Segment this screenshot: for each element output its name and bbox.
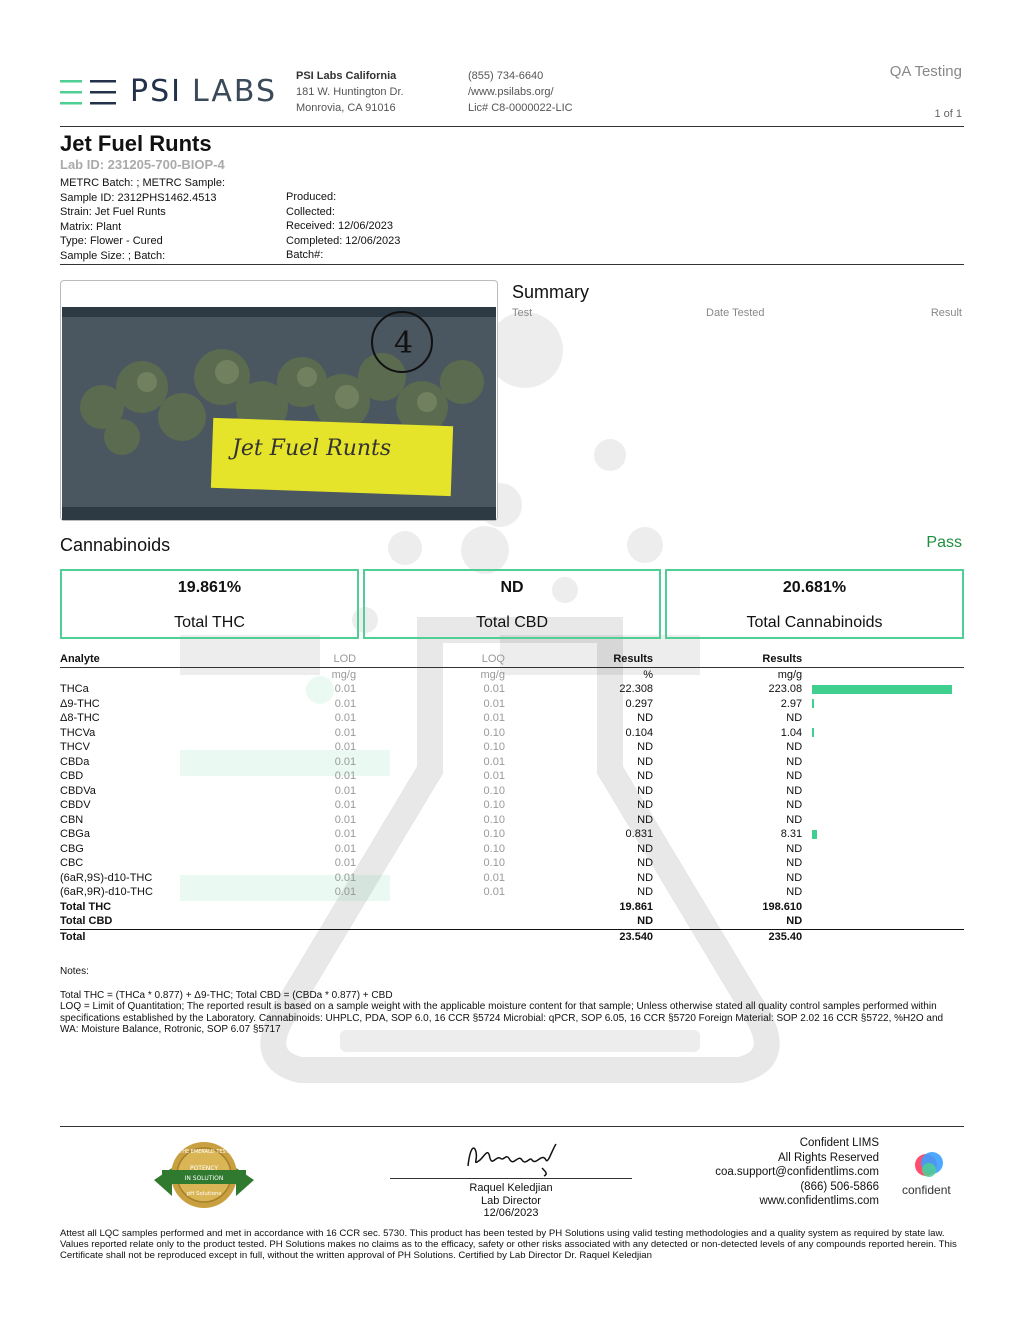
analyte-bar-cell [802,813,964,828]
confident-logo-text: confident [902,1183,951,1197]
unit-lod: mg/g [331,668,357,681]
bag-number: 4 [394,326,414,361]
analyte-loq: 0.01 [483,886,505,898]
cannabinoids-title: Cannabinoids [60,535,171,555]
analyte-result-pct: 0.831 [625,828,654,840]
total-pct: 19.861 [619,900,654,913]
metrc-line: METRC Batch: ; METRC Sample: [60,177,226,189]
matrix: Matrix: Plant [60,220,122,233]
footer-divider [60,1126,964,1127]
analyte-result-pct: ND [637,712,654,724]
analyte-lod: 0.01 [334,741,357,753]
strain: Strain: Jet Fuel Runts [60,206,166,218]
analyte-name: THCVa [60,726,96,739]
analyte-result-pct: ND [637,857,654,869]
summary-col-result: Result [930,307,962,319]
analyte-loq: 0.10 [483,799,505,811]
units-bar-blank [802,667,964,682]
analyte-name: CBD [60,770,84,782]
signature [462,1138,562,1178]
table-row [60,682,964,697]
seal-middle-2: IN SOLUTION [184,1175,224,1182]
table-row [60,871,964,886]
analyte-lod: 0.01 [334,755,357,768]
collected: Collected: [286,205,335,218]
notes-line-2: LOQ = Limit of Quantitation; The reported result is based on a sample weight with the applicable moisture content for that sample; Unless otherwise stated all quality control samples performed within specifications established by the Laboratory. Cannabinoids: UHPLC, PDA, SOP 6.0, 16 CCR §5724 Microbial: qPCR, SOP 6.05, 16 CCR §5720 Foreign Material: SOP 2.02 16 CCR §5722, %H2O and WA: Moisture Balance, Rotronic, SOP 6.07 §5717 [60,1001,944,1035]
analyte-result-mg: ND [786,741,803,753]
analyte-name: (6aR,9R)-d10-THC [60,886,153,898]
table-row [60,697,964,712]
analyte-name: Δ8-THC [60,712,100,724]
seal-top: THE EMERALD TEST [179,1149,229,1155]
total-mg: 198.610 [762,900,803,913]
analyte-bar-cell [802,856,964,871]
analyte-bar-cell [802,798,964,813]
lab-name: PSI Labs California [296,70,397,82]
psi-logo-mark [60,80,116,106]
analyte-result-mg: ND [786,886,803,898]
logo-primary: PSI [130,74,182,109]
signature-info [390,1182,632,1220]
analyte-lod: 0.01 [334,784,357,797]
analyte-lod: 0.01 [334,799,357,811]
analyte-result-mg: 223.08 [768,683,803,695]
table-header [60,652,964,667]
lab-address [296,68,404,116]
analyte-bar [812,685,952,694]
cannabinoids-table [60,652,964,944]
analyte-name: CBN [60,813,84,826]
analyte-name: THCV [60,741,90,753]
table-row [60,740,964,755]
analyte-bar-cell [802,769,964,784]
analyte-loq: 0.10 [483,726,505,739]
analyte-bar-cell [802,726,964,741]
analyte-bar-cell [802,885,964,900]
analyte-result-pct: ND [637,871,654,884]
total-row [60,914,964,929]
analyte-result-mg: ND [786,813,803,826]
total-thc-box [60,569,359,639]
analyte-bar [812,728,814,737]
col-results-mg: Results [653,652,802,667]
analyte-lod: 0.01 [334,697,357,710]
grand-total-name: Total [60,929,257,944]
bag-label: Jet Fuel Runts [232,436,392,461]
total-cannabinoids-value: 20.681% [782,579,847,596]
unit-mg: mg/g [777,668,803,681]
confident-logo-icon [912,1150,948,1180]
analyte-loq: 0.01 [483,871,505,884]
analyte-name: Δ9-THC [60,697,100,710]
analyte-name: CBDVa [60,784,96,797]
analyte-loq: 0.01 [483,755,505,768]
sample-title: Jet Fuel Runts [60,131,212,156]
unit-loq: mg/g [480,668,505,681]
analyte-lod: 0.01 [334,857,357,869]
table-row [60,784,964,799]
table-row [60,885,964,900]
analyte-loq: 0.10 [483,741,505,753]
lims-name: Confident LIMS [799,1137,879,1149]
analyte-bar-cell [802,842,964,857]
analyte-result-pct: ND [637,842,654,855]
lab-license: Lic# C8-0000022-LIC [468,102,573,114]
units-row [60,667,964,682]
total-thc-value: 19.861% [177,579,242,596]
analyte-lod: 0.01 [334,712,357,724]
table-row [60,798,964,813]
completed: Completed: 12/06/2023 [286,234,401,247]
analyte-loq: 0.10 [483,784,505,797]
analyte-loq: 0.10 [483,828,505,840]
analyte-lod: 0.01 [334,726,357,739]
sample-divider [60,264,964,265]
lims-website: www.confidentlims.com [759,1195,879,1207]
total-cbd-box [363,569,661,639]
attestation-text: Attest all LQC samples performed and met in accordance with 16 CCR sec. 5730. This product has been tested by PH Solutions using valid testing methodologies and a quality system as required by state law. Values reported relate only to the product tested. PH Solutions makes no claims as to the efficacy, safety or other risks associated with any detected or non-detected levels of any compounds reported herein. This Certificate shall not be reproduced except in full, without the written approval of PH Solutions. Certified by Lab Director Dr. Raquel Keledjian [60,1228,957,1261]
analyte-result-pct: ND [637,770,654,782]
notes [60,966,964,1036]
analyte-result-mg: 8.31 [780,828,803,840]
analyte-name: CBDV [60,799,91,811]
total-mg: ND [786,915,803,927]
analyte-name: THCa [60,683,89,695]
total-name: Total THC [60,900,112,913]
analyte-bar-cell [802,711,964,726]
seal-middle-1: POTENCY [189,1165,219,1172]
sample-photo [62,307,496,520]
status-badge: Pass [926,534,962,551]
analyte-result-mg: 2.97 [780,697,803,710]
analyte-result-pct: 22.308 [619,683,654,695]
summary-col-test: Test [512,307,533,319]
grand-total-bar-blank [802,929,964,944]
analyte-lod: 0.01 [334,813,357,826]
analyte-name: CBG [60,842,84,855]
notes-label: Notes: [60,966,89,977]
analyte-loq: 0.10 [483,842,505,855]
total-bar-blank [802,914,964,929]
analyte-result-pct: ND [637,784,654,797]
total-loq-blank [356,914,505,929]
total-lod-blank [257,914,356,929]
signer-title: Lab Director [481,1194,541,1207]
lab-phone: (855) 734-6640 [468,70,544,82]
analyte-lod: 0.01 [334,886,357,898]
potency-seal-logo [152,1140,256,1210]
analyte-result-pct: ND [637,741,654,753]
analyte-loq: 0.10 [483,813,505,826]
analyte-name: CBDa [60,755,90,768]
col-analyte: Analyte [60,652,257,667]
type: Type: Flower - Cured [60,235,163,247]
page-number: 1 of 1 [934,108,962,120]
table-row [60,856,964,871]
analyte-loq: 0.01 [483,683,505,695]
sample-meta-right [286,190,400,263]
analyte-result-mg: ND [786,799,803,811]
analyte-result-pct: ND [637,886,654,898]
total-bar-blank [802,900,964,915]
analyte-loq: 0.10 [483,857,505,869]
table-row [60,813,964,828]
grand-total-lod-blank [257,929,356,944]
lab-contact [468,68,573,116]
total-name: Total CBD [60,915,113,927]
analyte-bar [812,699,814,708]
notes-line-1: Total THC = (THCa * 0.877) + Δ9-THC; Total CBD = (CBDa * 0.877) + CBD [60,989,393,1001]
analyte-loq: 0.01 [483,770,505,782]
total-cbd-value: ND [500,579,524,596]
col-results-pct: Results [505,652,653,667]
analyte-result-pct: ND [637,813,654,826]
unit-pct: % [643,668,654,681]
table-row [60,827,964,842]
analyte-lod: 0.01 [334,828,357,840]
analyte-result-mg: ND [786,784,803,797]
grand-total-row [60,929,964,944]
grand-total-pct: 23.540 [505,929,653,944]
analyte-bar-cell [802,755,964,770]
total-pct: ND [637,915,654,927]
total-loq-blank [356,900,505,915]
lab-address-2: Monrovia, CA 91016 [296,102,396,114]
analyte-result-mg: ND [786,842,803,855]
analyte-result-mg: ND [786,755,803,768]
analyte-result-mg: 1.04 [780,726,803,739]
table-row [60,711,964,726]
signature-date: 12/06/2023 [483,1207,539,1219]
seal-bottom: pH Solutions [186,1191,222,1197]
grand-total-loq-blank [356,929,505,944]
analyte-name: CBGa [60,828,90,840]
lab-id: Lab ID: 231205-700-BIOP-4 [60,157,225,172]
summary-title: Summary [512,282,590,302]
lims-phone: (866) 506-5866 [800,1180,879,1193]
analyte-loq: 0.01 [483,712,505,724]
total-thc-label: Total THC [174,614,245,631]
analyte-lod: 0.01 [334,770,357,782]
signature-line [390,1178,632,1179]
total-cannabinoids-label: Total Cannabinoids [746,614,883,631]
col-bar [802,652,964,667]
analyte-bar-cell [802,784,964,799]
analyte-lod: 0.01 [334,842,357,855]
table-row [60,755,964,770]
received: Received: 12/06/2023 [286,220,394,232]
col-loq: LOQ [356,652,505,667]
analyte-bar-cell [802,682,964,697]
analyte-result-pct: 0.104 [625,726,654,739]
lims-rights: All Rights Reserved [778,1151,879,1164]
table-row [60,842,964,857]
analyte-bar-cell [802,871,964,886]
psi-logo-text [130,74,277,109]
summary-col-date: Date Tested [706,307,765,319]
lab-website: /www.psilabs.org/ [468,86,554,98]
header-divider [60,126,964,127]
analyte-name: CBC [60,857,84,869]
analyte-bar-cell [802,827,964,842]
analyte-result-pct: ND [637,799,654,811]
total-cbd-label: Total CBD [475,614,549,631]
col-lod: LOD [257,652,356,667]
grand-total-mg: 235.40 [653,929,802,944]
batch-number: Batch#: [286,249,324,261]
table-row [60,726,964,741]
sample-id: Sample ID: 2312PHS1462.4513 [60,191,217,204]
analyte-result-mg: ND [786,871,803,884]
total-row [60,900,964,915]
logo-secondary: LABS [191,74,278,109]
analyte-bar-cell [802,740,964,755]
lab-address-1: 181 W. Huntington Dr. [296,86,404,98]
analyte-loq: 0.01 [483,697,505,710]
analyte-name: (6aR,9S)-d10-THC [60,871,153,884]
analyte-bar [812,830,817,839]
analyte-result-pct: 0.297 [625,697,654,710]
analyte-result-mg: ND [786,712,803,724]
analyte-result-mg: ND [786,857,803,869]
table-row [60,769,964,784]
report-type: QA Testing [889,63,962,80]
total-cannabinoids-box [665,569,964,639]
analyte-result-pct: ND [637,755,654,768]
analyte-bar-cell [802,697,964,712]
analyte-lod: 0.01 [334,683,357,695]
total-lod-blank [257,900,356,915]
analyte-lod: 0.01 [334,871,357,884]
produced: Produced: [286,191,337,203]
analyte-result-mg: ND [786,770,803,782]
lims-info [715,1136,879,1209]
lims-email: coa.support@confidentlims.com [715,1166,879,1178]
sample-meta-left [60,176,225,263]
signer-name: Raquel Keledjian [469,1182,553,1194]
sample-size: Sample Size: ; Batch: [60,249,166,262]
units-blank [60,667,257,682]
